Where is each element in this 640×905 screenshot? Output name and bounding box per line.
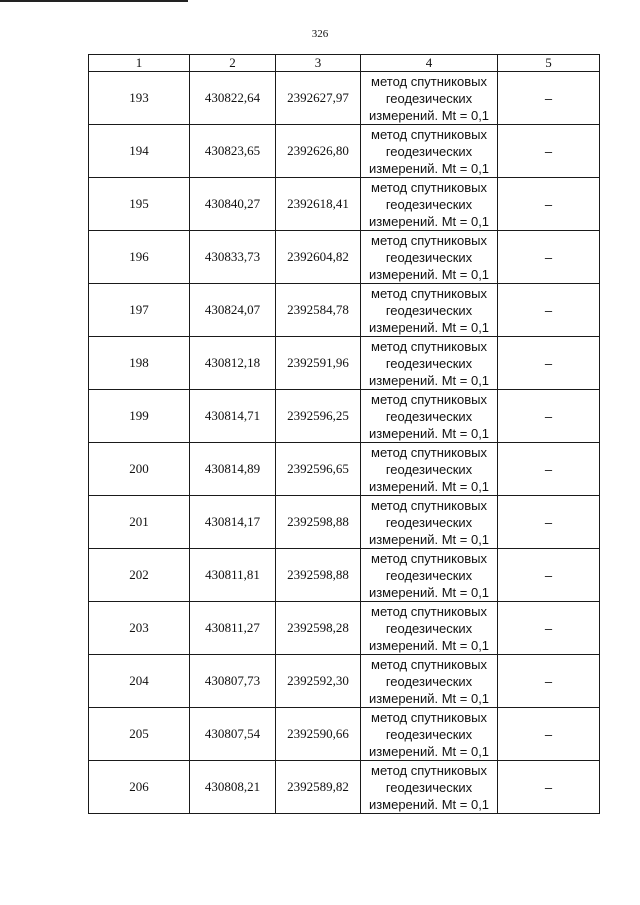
point-number-cell: 199 (89, 390, 190, 443)
note-cell: – (498, 390, 600, 443)
y-coordinate-cell: 2392590,66 (276, 708, 361, 761)
method-line: измерений. Mt = 0,1 (368, 690, 490, 706)
y-coordinate-cell: 2392598,28 (276, 602, 361, 655)
note-cell: – (498, 761, 600, 814)
y-coordinate-cell: 2392618,41 (276, 178, 361, 231)
method-line: геодезических (385, 408, 473, 424)
method-cell (361, 390, 498, 443)
table-row (89, 231, 600, 284)
point-number-cell: 195 (89, 178, 190, 231)
method-line: геодезических (385, 196, 473, 212)
x-coordinate-cell: 430823,65 (190, 125, 276, 178)
method-line: измерений. Mt = 0,1 (368, 531, 490, 547)
y-coordinate-cell: 2392591,96 (276, 337, 361, 390)
method-cell (361, 443, 498, 496)
method-line: метод спутниковых (371, 444, 487, 460)
x-coordinate-cell: 430811,81 (190, 549, 276, 602)
table-row (89, 390, 600, 443)
method-line: метод спутниковых (371, 179, 487, 195)
x-coordinate-cell: 430814,17 (190, 496, 276, 549)
note-cell: – (498, 602, 600, 655)
method-line: измерений. Mt = 0,1 (368, 743, 490, 759)
y-coordinate-cell: 2392596,65 (276, 443, 361, 496)
method-line: геодезических (385, 620, 473, 636)
method-line: измерений. Mt = 0,1 (368, 478, 490, 494)
method-cell (361, 284, 498, 337)
table-row (89, 337, 600, 390)
table-row (89, 443, 600, 496)
method-line: геодезических (385, 90, 473, 106)
method-line: метод спутниковых (371, 73, 487, 89)
method-line: метод спутниковых (371, 338, 487, 354)
point-number-cell: 204 (89, 655, 190, 708)
table-row (89, 284, 600, 337)
y-coordinate-cell: 2392589,82 (276, 761, 361, 814)
method-cell (361, 337, 498, 390)
method-cell (361, 761, 498, 814)
note-cell: – (498, 231, 600, 284)
x-coordinate-cell: 430807,54 (190, 708, 276, 761)
note-cell: – (498, 443, 600, 496)
method-line: геодезических (385, 726, 473, 742)
method-line: геодезических (385, 249, 473, 265)
top-rule (0, 0, 188, 2)
point-number-cell: 197 (89, 284, 190, 337)
method-line: геодезических (385, 673, 473, 689)
column-header-5: 5 (498, 55, 600, 72)
y-coordinate-cell: 2392626,80 (276, 125, 361, 178)
column-header-1: 1 (89, 55, 190, 72)
table-row (89, 655, 600, 708)
method-line: метод спутниковых (371, 656, 487, 672)
method-line: измерений. Mt = 0,1 (368, 266, 490, 282)
y-coordinate-cell: 2392592,30 (276, 655, 361, 708)
point-number-cell: 201 (89, 496, 190, 549)
x-coordinate-cell: 430811,27 (190, 602, 276, 655)
table-body (89, 72, 600, 814)
y-coordinate-cell: 2392604,82 (276, 231, 361, 284)
method-cell (361, 655, 498, 708)
x-coordinate-cell: 430807,73 (190, 655, 276, 708)
x-coordinate-cell: 430824,07 (190, 284, 276, 337)
column-header-2: 2 (190, 55, 276, 72)
point-number-cell: 205 (89, 708, 190, 761)
method-line: измерений. Mt = 0,1 (368, 319, 490, 335)
y-coordinate-cell: 2392584,78 (276, 284, 361, 337)
method-cell (361, 708, 498, 761)
method-cell (361, 231, 498, 284)
method-line: измерений. Mt = 0,1 (368, 213, 490, 229)
method-line: метод спутниковых (371, 762, 487, 778)
y-coordinate-cell: 2392598,88 (276, 496, 361, 549)
note-cell: – (498, 284, 600, 337)
y-coordinate-cell: 2392598,88 (276, 549, 361, 602)
note-cell: – (498, 72, 600, 125)
method-line: измерений. Mt = 0,1 (368, 372, 490, 388)
point-number-cell: 193 (89, 72, 190, 125)
method-line: метод спутниковых (371, 603, 487, 619)
x-coordinate-cell: 430814,71 (190, 390, 276, 443)
x-coordinate-cell: 430814,89 (190, 443, 276, 496)
method-line: метод спутниковых (371, 126, 487, 142)
method-cell (361, 602, 498, 655)
x-coordinate-cell: 430812,18 (190, 337, 276, 390)
table-header-row (89, 55, 600, 72)
point-number-cell: 194 (89, 125, 190, 178)
table-row (89, 72, 600, 125)
method-line: измерений. Mt = 0,1 (368, 425, 490, 441)
x-coordinate-cell: 430833,73 (190, 231, 276, 284)
column-header-4: 4 (361, 55, 498, 72)
method-line: метод спутниковых (371, 709, 487, 725)
x-coordinate-cell: 430822,64 (190, 72, 276, 125)
y-coordinate-cell: 2392596,25 (276, 390, 361, 443)
point-number-cell: 202 (89, 549, 190, 602)
method-cell (361, 125, 498, 178)
method-line: геодезических (385, 514, 473, 530)
note-cell: – (498, 496, 600, 549)
method-line: геодезических (385, 461, 473, 477)
point-number-cell: 203 (89, 602, 190, 655)
method-line: метод спутниковых (371, 550, 487, 566)
method-cell (361, 72, 498, 125)
point-number-cell: 206 (89, 761, 190, 814)
note-cell: – (498, 125, 600, 178)
method-line: метод спутниковых (371, 497, 487, 513)
x-coordinate-cell: 430840,27 (190, 178, 276, 231)
method-line: геодезических (385, 779, 473, 795)
method-cell (361, 549, 498, 602)
method-cell (361, 496, 498, 549)
table-row (89, 496, 600, 549)
method-line: геодезических (385, 567, 473, 583)
method-line: измерений. Mt = 0,1 (368, 107, 490, 123)
method-line: метод спутниковых (371, 391, 487, 407)
table-row (89, 708, 600, 761)
method-line: геодезических (385, 143, 473, 159)
table-row (89, 549, 600, 602)
note-cell: – (498, 337, 600, 390)
method-line: геодезических (385, 355, 473, 371)
method-line: метод спутниковых (371, 232, 487, 248)
point-number-cell: 198 (89, 337, 190, 390)
y-coordinate-cell: 2392627,97 (276, 72, 361, 125)
column-header-3: 3 (276, 55, 361, 72)
x-coordinate-cell: 430808,21 (190, 761, 276, 814)
note-cell: – (498, 708, 600, 761)
note-cell: – (498, 549, 600, 602)
method-line: измерений. Mt = 0,1 (368, 584, 490, 600)
table-row (89, 602, 600, 655)
method-line: измерений. Mt = 0,1 (368, 160, 490, 176)
point-number-cell: 200 (89, 443, 190, 496)
table-row (89, 178, 600, 231)
note-cell: – (498, 178, 600, 231)
method-line: измерений. Mt = 0,1 (368, 637, 490, 653)
method-cell (361, 178, 498, 231)
method-line: измерений. Mt = 0,1 (368, 796, 490, 812)
page-number: 326 (311, 28, 329, 40)
point-number-cell: 196 (89, 231, 190, 284)
coordinates-table (88, 54, 600, 814)
note-cell: – (498, 655, 600, 708)
table-row (89, 761, 600, 814)
method-line: метод спутниковых (371, 285, 487, 301)
method-line: геодезических (385, 302, 473, 318)
table-row (89, 125, 600, 178)
